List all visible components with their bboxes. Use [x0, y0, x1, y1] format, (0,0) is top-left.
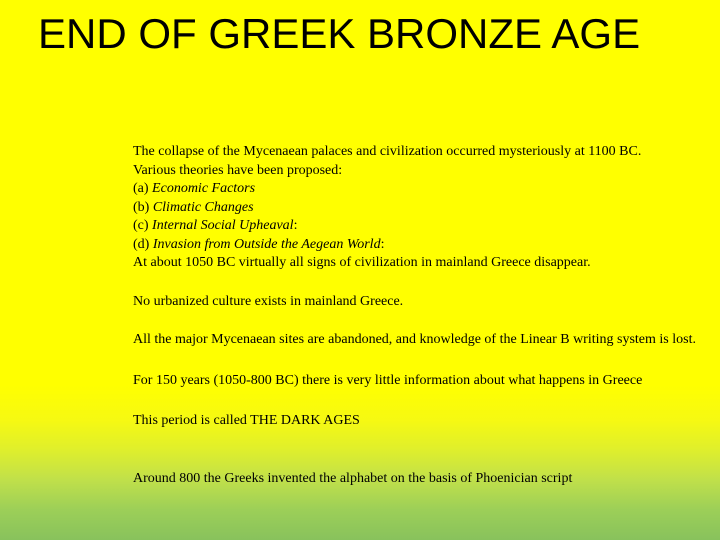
theory-item-d [133, 236, 703, 255]
theory-text: Climatic Changes [152, 199, 254, 215]
slide-body [133, 143, 703, 488]
theory-item-c [133, 217, 703, 236]
theory-suffix: : [293, 218, 298, 233]
theory-text: Economic Factors [152, 181, 256, 196]
theory-marker: (b) [133, 199, 153, 215]
theories-heading: Various theories have been proposed: [133, 162, 343, 178]
paragraph-sites: All the major Mycenaean sites are abandoned, and knowledge of the Linear B writing system is lost. [133, 332, 696, 347]
theory-marker: (a) [133, 181, 153, 196]
collapse-line: At about 1050 BC virtually all signs of civilization in mainland Greece disappear. [133, 255, 591, 270]
theory-marker: (d) [133, 236, 153, 252]
theory-item-b [133, 199, 703, 218]
theory-text: Internal Social Upheaval [152, 218, 294, 233]
paragraph-urban: No urbanized culture exists in mainland Greece. [133, 293, 404, 309]
paragraph-dark-ages: This period is called THE DARK AGES [133, 413, 360, 428]
paragraph-information: For 150 years (1050-800 BC) there is very little information about what happens in Greece [133, 372, 643, 388]
theory-item-a [133, 180, 703, 199]
slide-title: END OF GREEK BRONZE AGE [38, 10, 641, 57]
theory-text: Invasion from Outside the Aegean World [152, 236, 381, 252]
theory-marker: (c) [133, 218, 153, 233]
paragraph-alphabet: Around 800 the Greeks invented the alphabet on the basis of Phoenician script [133, 470, 573, 486]
intro-line: The collapse of the Mycenaean palaces and civilization occurred mysteriously at 1100 BC. [133, 144, 642, 159]
theory-suffix: : [380, 236, 385, 252]
